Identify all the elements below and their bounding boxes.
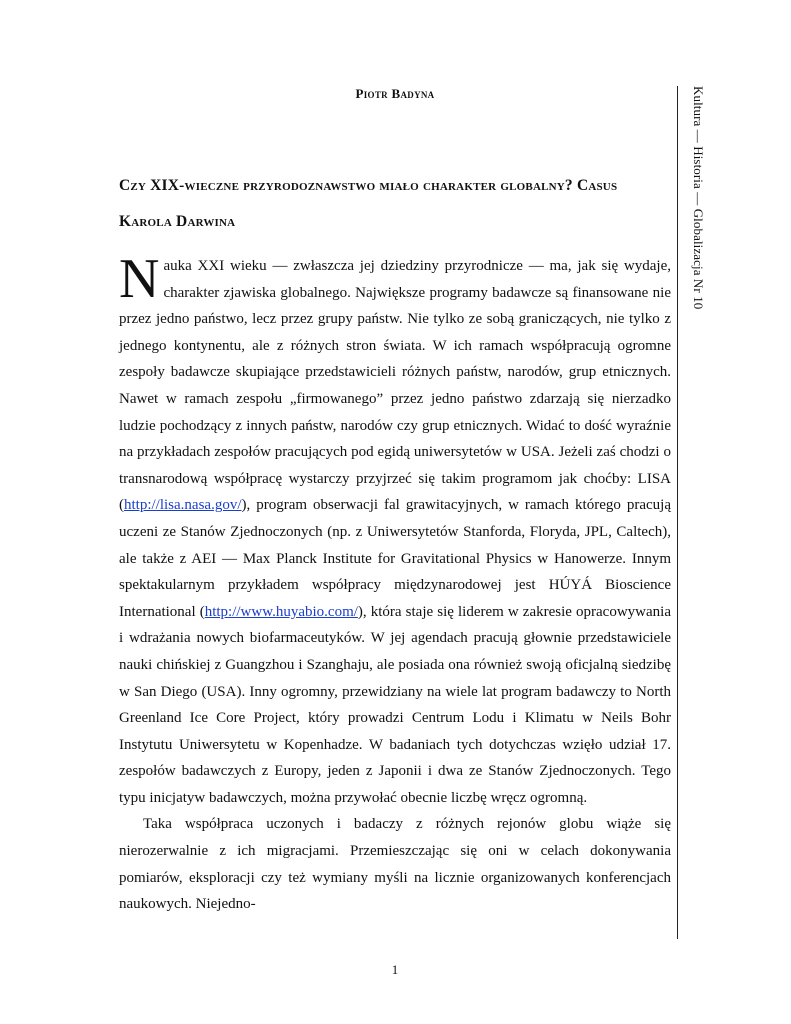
article-title: Czy XIX-wieczne przyrodoznawstwo miało charakter globalny? Casus Karola Darwina: [119, 177, 618, 230]
page-number: 1: [391, 962, 399, 977]
paragraph-2: Taka współpraca uczonych i badaczy z różnych rejonów globu wiąże się nierozerwalnie z ich migracjami. Przemieszczając się oni w celach dokonywania pomiarów, eksploracji czy też wymiany myśli na licznie organizowanych konferencjach naukowych. Niejedno-: [119, 816, 671, 913]
paragraph-1-text-a: auka XXI wieku — zwłaszcza jej dziedziny przyrodnicze — ma, jak się wydaje, charakter zjawiska globalnego. Największe programy badawcze są finansowane nie przez jedno państwo, lecz przez grupy państw. Nie tylko ze sobą graniczących, nie tylko z jednego kontynentu, ale z różnych stron świata. W ich ramach współpracują ogromne zespoły badawcze skupiające przedstawicieli różnych państw, narodów, grup etnicznych. Nawet w ramach zespołu „firmowanego” przez jedno państwo zdarzają się nierzadko ludzie pochodzący z innych państw, narodów czy grup etnicznych. Widać to dość wyraźnie na przykładach zespołów pracujących pod egidą uniwersytetów w USA. Jeżeli zaś chodzi o transnarodową współpracę wystarczy przyjrzeć się takim programom jak choćby: LISA (: [119, 258, 671, 514]
journal-side-caption: Kultura — Historia — Globalizacja Nr 10: [691, 86, 706, 310]
paragraph-1-text-b: ), program obserwacji fal grawitacyjnych, w ramach którego pracują uczeni ze Stanów Zjednoczonych (np. z Uniwersytetów Stanforda, Floryda, JPL, Caltech), ale także z AEI — Max Planck Institute for Gravitational Physics w Hanowerze. Innym spektakularnym przykładem współpracy międzynarodowej jest HÚYÁ Bioscience International (: [119, 497, 671, 620]
side-rule: [677, 86, 678, 939]
article-body: [119, 248, 671, 918]
paragraph-1: [119, 248, 671, 811]
author-name: Piotr Badyna: [355, 86, 435, 101]
paragraph-1-text-c: ), która staje się liderem w zakresie opracowywania i wdrażania nowych biofarmaceutyków. W jej agendach pracują głownie przedstawiciele nauki chińskiej z Guangzhou i Szanghaju, ale posiada ona również swoją oficjalną siedzibę w San Diego (USA). Inny ogromny, przewidziany na wiele lat program badawczy to North Greenland Ice Core Project, który prowadzi Centrum Lodu i Klimatu w Neils Bohr Instytutu Uniwersytetu w Kopenhadze. W badaniach tych dotychczas wzięło udział 17. zespołów badawczych z Europy, jeden z Japonii i dwa ze Stanów Zjednoczonych. Tego typu inicjatyw badawczych, można przywołać obecnie liczbę wręcz ogromną.: [119, 603, 671, 806]
drop-cap: N: [119, 248, 160, 310]
huyabio-link[interactable]: http://www.huyabio.com/: [204, 603, 358, 620]
lisa-link[interactable]: http://lisa.nasa.gov/: [124, 497, 242, 514]
